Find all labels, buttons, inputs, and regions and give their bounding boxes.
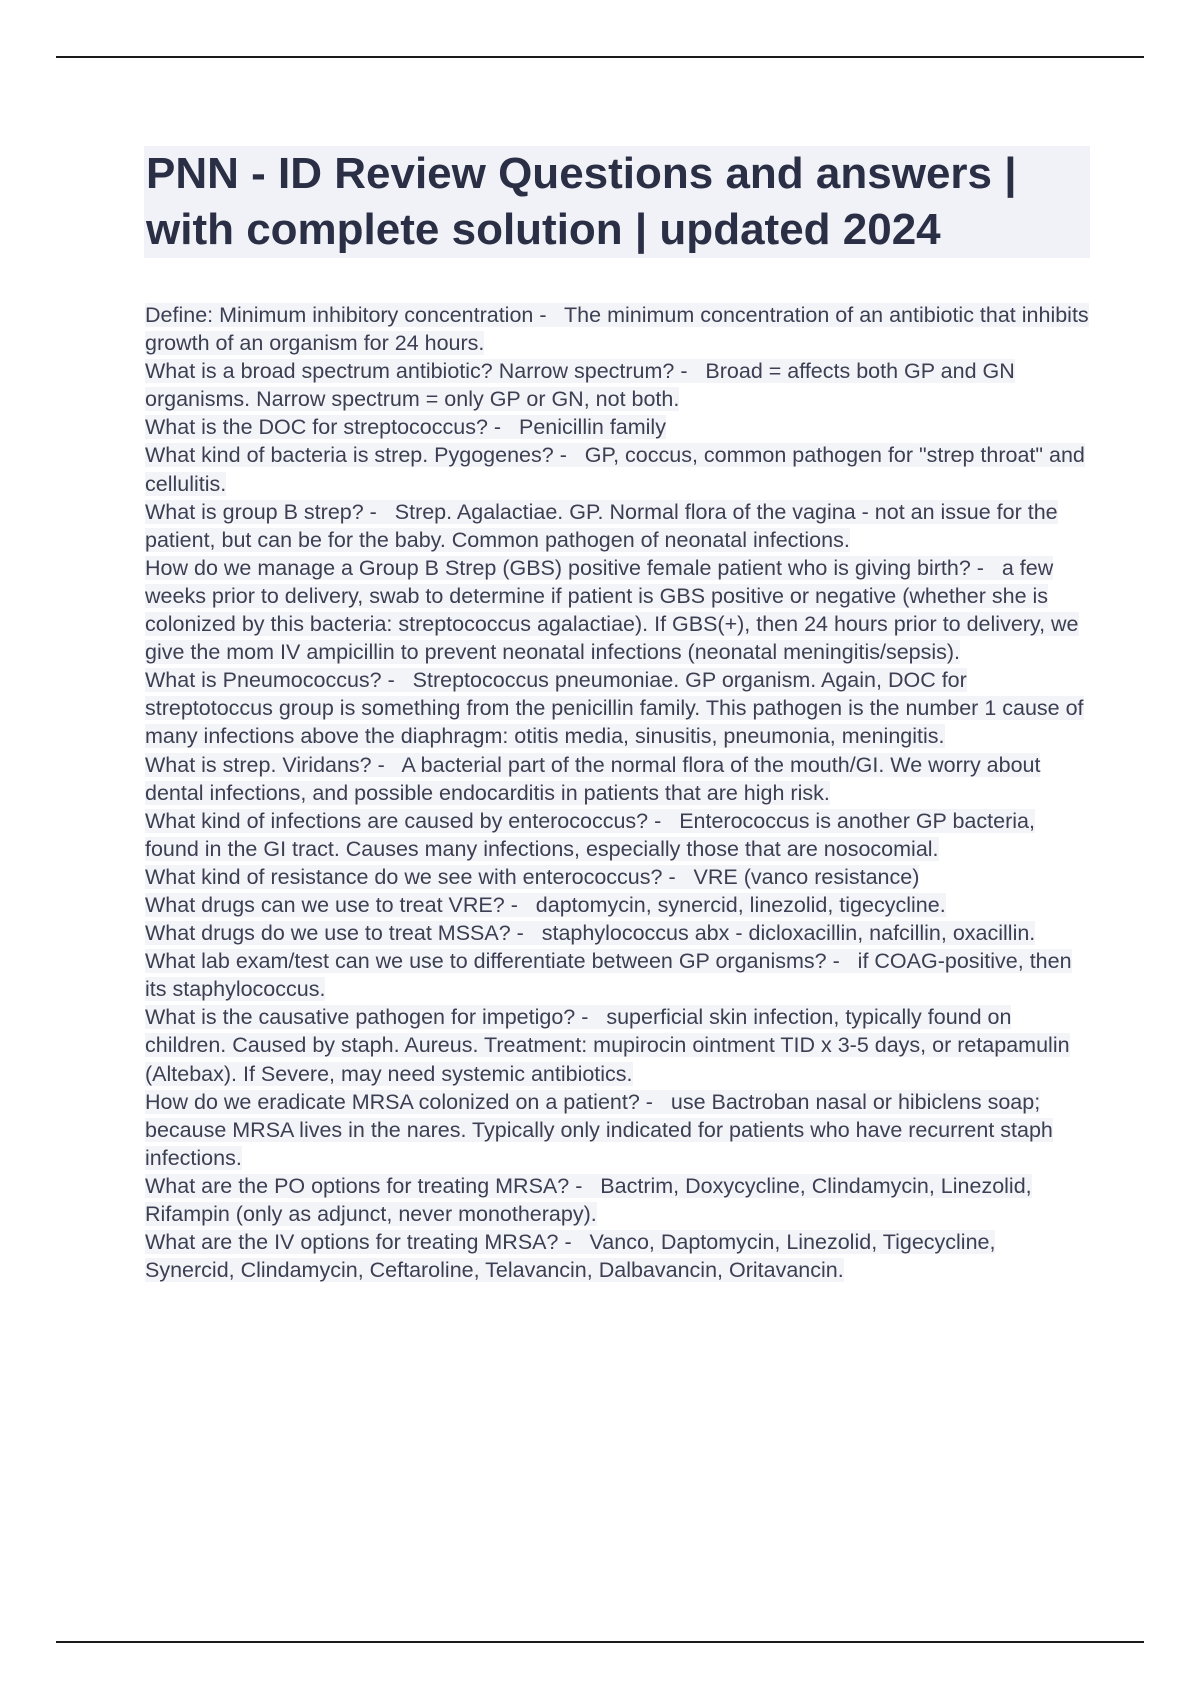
answer-text: Strep. Agalactiae. GP. Normal flora of the vagina - not an issue for the patient, but can be for the baby. Common pathogen of neonatal infections. <box>145 499 1058 552</box>
qa-separator: - <box>510 921 542 946</box>
qa-item <box>145 863 1090 891</box>
answer-text: daptomycin, synercid, linezolid, tigecycline. <box>535 892 946 917</box>
answer-text: a few weeks prior to delivery, swab to determine if patient is GBS positive or negative (whether she is colonized by this bacteria: streptococcus agalactiae). If GBS(+), then 24 hours prior to delivery, we give the mom IV ampicillin to prevent neonatal infections (neonatal meningitis/sepsis). <box>145 555 1079 665</box>
answer-text: Enterococcus is another GP bacteria, found in the GI tract. Causes many infections, especially those that are nosocomial. <box>145 808 1035 861</box>
answer-text: superficial skin infection, typically found on children. Caused by staph. Aureus. Treatment: mupirocin ointment TID x 3-5 days, or retapamulin (Altebax). If Severe, may need systemic antibiotics. <box>145 1005 1070 1086</box>
question-text: What kind of bacteria is strep. Pygogenes? <box>145 443 554 468</box>
qa-separator: - <box>381 668 413 693</box>
bottom-rule <box>56 1641 1144 1643</box>
qa-text <box>145 949 1072 1001</box>
answer-text: Streptococcus pneumoniae. GP organism. Again, DOC for streptotoccus group is something from the penicillin family. This pathogen is the number 1 cause of many infections above the diaphragm: otitis media, sinusitis, pneumonia, meningitis. <box>145 668 1084 749</box>
question-text: What are the IV options for treating MRSA? <box>145 1230 559 1255</box>
qa-separator: - <box>662 864 694 889</box>
qa-text <box>145 556 1079 664</box>
answer-text: staphylococcus abx - dicloxacillin, nafcillin, oxacillin. <box>541 921 1036 946</box>
qa-separator: - <box>826 949 858 974</box>
question-text: What is a broad spectrum antibiotic? Narrow spectrum? <box>145 359 675 384</box>
qa-text <box>145 865 919 889</box>
qa-text <box>145 809 1035 861</box>
question-text: How do we manage a Group B Strep (GBS) positive female patient who is giving birth? <box>145 555 971 580</box>
qa-separator: - <box>504 892 536 917</box>
document-title: PNN - ID Review Questions and answers | with complete solution | updated 2024 <box>146 149 1017 254</box>
qa-item <box>145 1088 1090 1172</box>
answer-text: Broad = affects both GP and GN organisms. Narrow spectrum = only GP or GN, not both. <box>145 359 1015 412</box>
qa-separator: - <box>558 1230 590 1255</box>
question-text: What is Pneumococcus? <box>145 668 382 693</box>
answer-text: The minimum concentration of an antibiotic that inhibits growth of an organism for 24 hours. <box>145 303 1089 356</box>
qa-item <box>145 919 1090 947</box>
question-text: What is the causative pathogen for impetigo? <box>145 1005 576 1030</box>
qa-item <box>145 441 1090 497</box>
qa-separator: - <box>533 303 565 327</box>
question-text: What drugs do we use to treat MSSA? <box>145 921 511 946</box>
qa-item <box>145 554 1090 666</box>
qa-item <box>145 947 1090 1003</box>
answer-text: if COAG-positive, then its staphylococcus. <box>145 949 1072 1002</box>
question-text: What kind of resistance do we see with enterococcus? <box>145 864 663 889</box>
answer-text: Vanco, Daptomycin, Linezolid, Tigecycline, Synercid, Clindamycin, Ceftaroline, Telavancin, Dalbavancin, Oritavancin. <box>145 1230 996 1283</box>
qa-separator: - <box>648 808 680 833</box>
qa-text <box>145 500 1058 552</box>
question-text: How do we eradicate MRSA colonized on a patient? <box>145 1089 640 1114</box>
top-rule <box>56 56 1144 58</box>
qa-item <box>145 807 1090 863</box>
answer-text: VRE (vanco resistance) <box>693 864 920 889</box>
qa-text <box>145 359 1015 411</box>
qa-separator: - <box>575 1005 607 1030</box>
answer-text: GP, coccus, common pathogen for "strep throat" and cellulitis. <box>145 443 1085 496</box>
qa-text <box>145 921 1035 945</box>
qa-text <box>145 443 1085 495</box>
question-text: What is group B strep? <box>145 499 364 524</box>
answer-text: Bactrim, Doxycycline, Clindamycin, Linezolid, Rifampin (only as adjunct, never monotherapy). <box>145 1173 1032 1226</box>
question-text: What is strep. Viridans? <box>145 752 372 777</box>
qa-item <box>145 1228 1090 1284</box>
qa-separator: - <box>487 415 519 440</box>
qa-text <box>145 415 666 439</box>
qa-text <box>145 893 946 917</box>
qa-item <box>145 498 1090 554</box>
qa-text <box>145 1230 995 1282</box>
qa-separator: - <box>371 752 402 777</box>
question-text: What drugs can we use to treat VRE? <box>145 892 505 917</box>
qa-text <box>145 668 1084 748</box>
qa-text <box>145 1090 1053 1170</box>
qa-item <box>145 666 1090 750</box>
qa-separator: - <box>639 1089 671 1114</box>
answer-text: use Bactroban nasal or hibiclens soap; because MRSA lives in the nares. Typically only indicated for patients who have recurrent staph infections. <box>145 1089 1053 1170</box>
qa-separator: - <box>553 443 585 468</box>
answer-text: A bacterial part of the normal flora of the mouth/GI. We worry about dental infections, and possible endocarditis in patients that are high risk. <box>145 752 1041 805</box>
qa-item <box>145 1003 1090 1087</box>
qa-item <box>145 301 1090 357</box>
qa-item <box>145 751 1090 807</box>
qa-separator: - <box>674 359 706 384</box>
question-text: Define: Minimum inhibitory concentration <box>145 303 534 327</box>
qa-text <box>145 753 1040 805</box>
qa-separator: - <box>970 555 1002 580</box>
qa-text <box>145 1005 1070 1085</box>
qa-list <box>145 301 1090 1284</box>
question-text: What kind of infections are caused by enterococcus? <box>145 808 649 833</box>
answer-text: Penicillin family <box>519 415 666 440</box>
qa-item <box>145 1172 1090 1228</box>
qa-separator: - <box>363 499 395 524</box>
qa-item <box>145 413 1090 441</box>
question-text: What lab exam/test can we use to differentiate between GP organisms? <box>145 949 827 974</box>
question-text: What is the DOC for streptococcus? <box>145 415 488 440</box>
qa-text <box>145 1174 1032 1226</box>
title-block <box>144 146 1090 258</box>
qa-item <box>145 891 1090 919</box>
question-text: What are the PO options for treating MRSA? <box>145 1173 570 1198</box>
qa-item <box>145 357 1090 413</box>
qa-text <box>145 303 1089 355</box>
qa-separator: - <box>569 1173 601 1198</box>
